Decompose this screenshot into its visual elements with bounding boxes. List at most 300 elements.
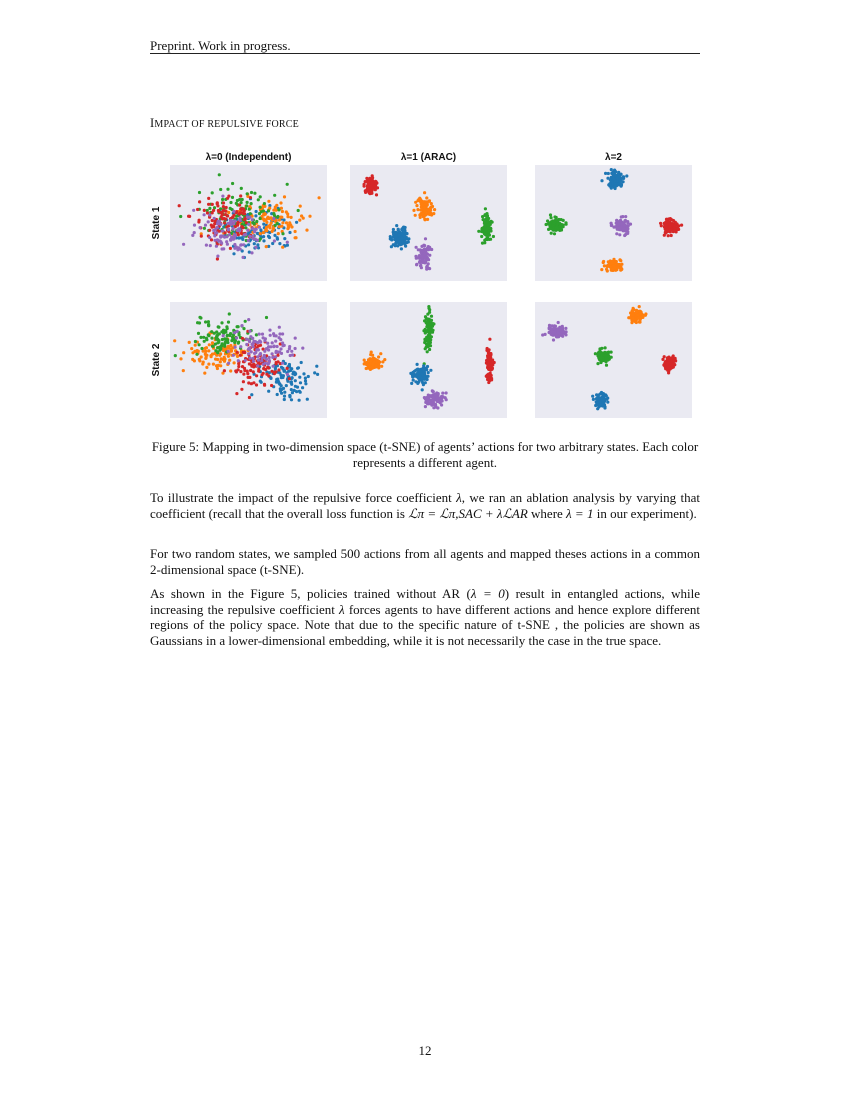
point-agent-4: [237, 362, 240, 365]
point-agent-1: [426, 365, 429, 368]
point-agent-5: [279, 347, 282, 350]
point-agent-5: [251, 343, 254, 346]
point-agent-3: [241, 198, 244, 201]
figure-caption: Figure 5: Mapping in two-dimension space (t-SNE) of agents’ actions for two arbitrary states. Each color represents a different agent.: [151, 439, 699, 470]
point-agent-3: [489, 227, 492, 230]
point-agent-4: [374, 184, 377, 187]
point-agent-1: [407, 237, 410, 240]
point-agent-4: [235, 370, 238, 373]
point-agent-4: [263, 384, 266, 387]
point-agent-4: [242, 380, 245, 383]
point-agent-1: [625, 174, 628, 177]
point-agent-4: [243, 351, 246, 354]
point-agent-1: [419, 370, 422, 373]
point-agent-2: [308, 215, 311, 218]
point-agent-5: [239, 248, 242, 251]
point-agent-1: [280, 366, 283, 369]
point-agent-2: [636, 313, 639, 316]
point-agent-2: [203, 372, 206, 375]
point-agent-5: [251, 227, 254, 230]
point-agent-3: [194, 340, 197, 343]
point-agent-5: [440, 403, 443, 406]
point-agent-1: [248, 251, 251, 254]
point-agent-1: [411, 374, 414, 377]
point-agent-3: [230, 339, 233, 342]
point-agent-5: [433, 403, 436, 406]
point-agent-5: [233, 233, 236, 236]
point-agent-4: [665, 218, 668, 221]
point-agent-5: [423, 247, 426, 250]
point-agent-3: [259, 195, 262, 198]
point-agent-5: [273, 239, 276, 242]
point-agent-3: [255, 333, 258, 336]
tsne-scatter-grid: [145, 145, 705, 425]
point-agent-5: [252, 237, 255, 240]
point-agent-5: [432, 390, 435, 393]
point-agent-1: [396, 244, 399, 247]
point-agent-1: [410, 382, 413, 385]
point-agent-5: [254, 351, 257, 354]
point-agent-4: [277, 360, 280, 363]
point-agent-3: [242, 327, 245, 330]
p3-text-a: As shown in the Figure 5, policies trained without AR (: [150, 586, 471, 601]
point-agent-1: [255, 210, 258, 213]
point-agent-3: [221, 338, 224, 341]
point-agent-3: [428, 344, 431, 347]
point-agent-5: [561, 327, 564, 330]
point-agent-1: [394, 242, 397, 245]
point-agent-1: [275, 381, 278, 384]
point-agent-3: [276, 215, 279, 218]
point-agent-2: [380, 365, 383, 368]
point-agent-3: [426, 350, 429, 353]
point-agent-3: [596, 362, 599, 365]
point-agent-3: [259, 206, 262, 209]
point-agent-5: [254, 246, 257, 249]
point-agent-3: [218, 173, 221, 176]
point-agent-5: [278, 336, 281, 339]
point-agent-3: [195, 353, 198, 356]
point-agent-1: [254, 214, 257, 217]
point-agent-3: [220, 321, 223, 324]
point-agent-2: [227, 355, 230, 358]
point-agent-2: [268, 226, 271, 229]
point-agent-1: [299, 391, 302, 394]
point-agent-3: [174, 354, 177, 357]
point-agent-5: [256, 348, 259, 351]
point-agent-5: [245, 338, 248, 341]
point-agent-4: [237, 233, 240, 236]
point-agent-3: [286, 183, 289, 186]
point-agent-2: [412, 209, 415, 212]
point-agent-5: [272, 217, 275, 220]
scatter-panel-r1-c1: [350, 302, 507, 418]
point-agent-3: [553, 232, 556, 235]
point-agent-3: [250, 202, 253, 205]
point-agent-3: [263, 202, 266, 205]
point-agent-4: [221, 211, 224, 214]
point-agent-5: [240, 324, 243, 327]
point-agent-2: [636, 310, 639, 313]
point-agent-4: [375, 193, 378, 196]
point-agent-5: [250, 350, 253, 353]
point-agent-2: [193, 350, 196, 353]
point-agent-5: [248, 357, 251, 360]
point-agent-4: [203, 209, 206, 212]
point-agent-5: [208, 213, 211, 216]
point-agent-3: [246, 192, 249, 195]
point-agent-1: [599, 392, 602, 395]
point-agent-3: [483, 232, 486, 235]
point-agent-3: [258, 212, 261, 215]
point-agent-2: [205, 356, 208, 359]
point-agent-5: [271, 341, 274, 344]
point-agent-5: [193, 231, 196, 234]
point-agent-2: [214, 358, 217, 361]
point-agent-5: [424, 237, 427, 240]
point-agent-1: [403, 242, 406, 245]
point-agent-1: [421, 388, 424, 391]
point-agent-3: [599, 356, 602, 359]
point-agent-1: [296, 386, 299, 389]
point-agent-2: [210, 355, 213, 358]
point-agent-5: [420, 254, 423, 257]
point-agent-1: [284, 362, 287, 365]
point-agent-5: [565, 330, 568, 333]
point-agent-1: [278, 242, 281, 245]
point-agent-2: [205, 366, 208, 369]
point-agent-2: [318, 196, 321, 199]
point-agent-2: [365, 363, 368, 366]
point-agent-5: [252, 360, 255, 363]
point-agent-3: [214, 343, 217, 346]
point-agent-3: [604, 346, 607, 349]
point-agent-2: [200, 355, 203, 358]
page-header: Preprint. Work in progress.: [150, 38, 291, 53]
point-agent-2: [423, 206, 426, 209]
point-agent-5: [203, 213, 206, 216]
point-agent-1: [390, 238, 393, 241]
point-agent-4: [266, 366, 269, 369]
point-agent-5: [258, 333, 261, 336]
point-agent-2: [632, 319, 635, 322]
point-agent-5: [624, 219, 627, 222]
point-agent-1: [280, 392, 283, 395]
point-agent-5: [239, 216, 242, 219]
point-agent-5: [541, 333, 544, 336]
point-agent-1: [618, 175, 621, 178]
point-agent-5: [420, 251, 423, 254]
point-agent-1: [267, 390, 270, 393]
point-agent-5: [247, 318, 250, 321]
point-agent-4: [211, 226, 214, 229]
point-agent-5: [419, 264, 422, 267]
point-agent-3: [244, 320, 247, 323]
point-agent-3: [426, 320, 429, 323]
point-agent-2: [264, 228, 267, 231]
point-agent-1: [281, 376, 284, 379]
point-agent-1: [416, 363, 419, 366]
point-agent-3: [200, 347, 203, 350]
point-agent-4: [664, 231, 667, 234]
point-agent-5: [267, 362, 270, 365]
point-agent-5: [271, 352, 274, 355]
point-agent-1: [256, 232, 259, 235]
point-agent-4: [241, 365, 244, 368]
point-agent-1: [288, 231, 291, 234]
point-agent-5: [207, 220, 210, 223]
scatter-panel-r1-c0: [170, 302, 327, 418]
point-agent-2: [265, 221, 268, 224]
point-agent-3: [489, 238, 492, 241]
point-agent-5: [424, 401, 427, 404]
point-agent-5: [438, 396, 441, 399]
point-agent-1: [240, 236, 243, 239]
point-agent-1: [422, 368, 425, 371]
point-agent-2: [270, 221, 273, 224]
point-agent-3: [207, 323, 210, 326]
point-agent-5: [414, 255, 417, 258]
point-agent-2: [433, 208, 436, 211]
point-agent-5: [237, 359, 240, 362]
point-agent-2: [227, 211, 230, 214]
point-agent-4: [664, 221, 667, 224]
point-agent-1: [288, 394, 291, 397]
column-title-2: λ=2: [605, 152, 622, 163]
point-agent-4: [224, 210, 227, 213]
point-agent-5: [564, 333, 567, 336]
point-agent-2: [618, 258, 621, 261]
point-agent-2: [305, 229, 308, 232]
point-agent-5: [259, 341, 262, 344]
point-agent-2: [632, 316, 635, 319]
point-agent-2: [430, 202, 433, 205]
point-agent-5: [425, 259, 428, 262]
point-agent-2: [208, 343, 211, 346]
point-agent-3: [281, 232, 284, 235]
point-agent-4: [196, 208, 199, 211]
point-agent-1: [598, 401, 601, 404]
point-agent-2: [204, 350, 207, 353]
point-agent-1: [306, 398, 309, 401]
point-agent-4: [364, 189, 367, 192]
point-agent-2: [201, 362, 204, 365]
point-agent-2: [188, 341, 191, 344]
point-agent-1: [398, 241, 401, 244]
point-agent-4: [667, 369, 670, 372]
point-agent-1: [298, 399, 301, 402]
point-agent-3: [237, 342, 240, 345]
point-agent-1: [400, 247, 403, 250]
point-agent-4: [249, 369, 252, 372]
point-agent-5: [258, 226, 261, 229]
point-agent-1: [283, 395, 286, 398]
point-agent-1: [608, 182, 611, 185]
point-agent-1: [315, 365, 318, 368]
point-agent-3: [235, 202, 238, 205]
point-agent-5: [248, 330, 251, 333]
point-agent-3: [267, 209, 270, 212]
point-agent-3: [273, 214, 276, 217]
point-agent-2: [294, 236, 297, 239]
point-agent-3: [564, 221, 567, 224]
point-agent-2: [609, 259, 612, 262]
point-agent-4: [242, 373, 245, 376]
point-agent-4: [490, 374, 493, 377]
point-agent-3: [550, 232, 553, 235]
point-agent-4: [665, 225, 668, 228]
point-agent-3: [492, 235, 495, 238]
point-agent-3: [257, 198, 260, 201]
point-agent-5: [248, 348, 251, 351]
point-agent-5: [266, 342, 269, 345]
point-agent-4: [375, 182, 378, 185]
point-agent-1: [300, 361, 303, 364]
point-agent-5: [264, 362, 267, 365]
point-agent-2: [212, 363, 215, 366]
point-agent-4: [663, 234, 666, 237]
point-agent-2: [383, 358, 386, 361]
point-agent-3: [273, 194, 276, 197]
point-agent-2: [379, 352, 382, 355]
point-agent-3: [484, 238, 487, 241]
point-agent-1: [290, 398, 293, 401]
point-agent-5: [428, 254, 431, 257]
point-agent-1: [304, 379, 307, 382]
scatter-panel-r1-c2: [535, 302, 692, 418]
point-agent-1: [291, 391, 294, 394]
p3-lambda-eq: λ = 0: [470, 586, 505, 601]
point-agent-5: [192, 209, 195, 212]
point-agent-5: [220, 234, 223, 237]
point-agent-2: [638, 305, 641, 308]
point-agent-4: [267, 374, 270, 377]
point-agent-3: [217, 341, 220, 344]
point-agent-5: [246, 229, 249, 232]
row-label-0: State 1: [151, 206, 162, 240]
point-agent-5: [248, 235, 251, 238]
point-agent-4: [229, 247, 232, 250]
point-agent-3: [259, 217, 262, 220]
point-agent-5: [290, 350, 293, 353]
point-agent-2: [233, 361, 236, 364]
point-agent-3: [430, 329, 433, 332]
point-agent-2: [286, 215, 289, 218]
point-agent-4: [368, 178, 371, 181]
point-agent-5: [301, 347, 304, 350]
point-agent-2: [259, 232, 262, 235]
point-agent-4: [240, 225, 243, 228]
point-agent-1: [390, 245, 393, 248]
point-agent-3: [198, 343, 201, 346]
point-agent-2: [267, 200, 270, 203]
point-agent-4: [200, 235, 203, 238]
point-agent-3: [219, 188, 222, 191]
point-agent-5: [215, 231, 218, 234]
point-agent-5: [274, 340, 277, 343]
point-agent-1: [421, 373, 424, 376]
point-agent-4: [249, 196, 252, 199]
point-agent-4: [672, 219, 675, 222]
point-agent-5: [615, 232, 618, 235]
point-agent-4: [235, 392, 238, 395]
point-agent-2: [423, 214, 426, 217]
point-agent-3: [430, 335, 433, 338]
point-agent-3: [236, 199, 239, 202]
point-agent-3: [253, 192, 256, 195]
point-agent-4: [662, 363, 665, 366]
point-agent-1: [397, 234, 400, 237]
point-agent-5: [221, 195, 224, 198]
point-agent-3: [422, 329, 425, 332]
point-agent-5: [193, 224, 196, 227]
point-agent-1: [274, 367, 277, 370]
point-agent-5: [255, 228, 258, 231]
point-agent-1: [614, 184, 617, 187]
point-agent-4: [277, 368, 280, 371]
point-agent-3: [198, 191, 201, 194]
point-agent-2: [279, 216, 282, 219]
point-agent-5: [294, 347, 297, 350]
point-agent-4: [224, 213, 227, 216]
point-agent-1: [262, 239, 265, 242]
p1-loss-formula: ℒπ = ℒπ,SAC + λℒAR: [408, 505, 528, 521]
p1-text-c: where: [527, 505, 567, 521]
point-agent-2: [423, 191, 426, 194]
point-agent-2: [281, 210, 284, 213]
point-agent-2: [265, 245, 268, 248]
point-agent-1: [414, 380, 417, 383]
point-agent-3: [250, 191, 253, 194]
point-agent-2: [272, 209, 275, 212]
point-agent-5: [610, 224, 613, 227]
point-agent-1: [283, 391, 286, 394]
point-agent-3: [207, 320, 210, 323]
point-agent-5: [436, 406, 439, 409]
point-agent-1: [304, 382, 307, 385]
point-agent-2: [612, 258, 615, 261]
point-agent-4: [207, 197, 210, 200]
point-agent-3: [487, 230, 490, 233]
point-agent-5: [552, 338, 555, 341]
point-agent-5: [247, 223, 250, 226]
point-agent-3: [220, 344, 223, 347]
point-agent-1: [276, 236, 279, 239]
point-agent-1: [607, 172, 610, 175]
point-agent-4: [286, 367, 289, 370]
point-agent-5: [231, 228, 234, 231]
point-agent-2: [277, 232, 280, 235]
point-agent-3: [226, 188, 229, 191]
point-agent-3: [215, 338, 218, 341]
point-agent-1: [592, 398, 595, 401]
point-agent-3: [249, 212, 252, 215]
point-agent-3: [600, 347, 603, 350]
point-agent-4: [270, 384, 273, 387]
point-agent-5: [199, 226, 202, 229]
point-agent-2: [262, 231, 265, 234]
point-agent-4: [664, 367, 667, 370]
p3-lambda: λ: [339, 601, 345, 617]
point-agent-5: [556, 331, 559, 334]
point-agent-2: [638, 318, 641, 321]
point-agent-1: [416, 372, 419, 375]
point-agent-1: [602, 393, 605, 396]
point-agent-2: [618, 266, 621, 269]
point-agent-5: [286, 241, 289, 244]
point-agent-1: [422, 364, 425, 367]
point-agent-4: [672, 363, 675, 366]
